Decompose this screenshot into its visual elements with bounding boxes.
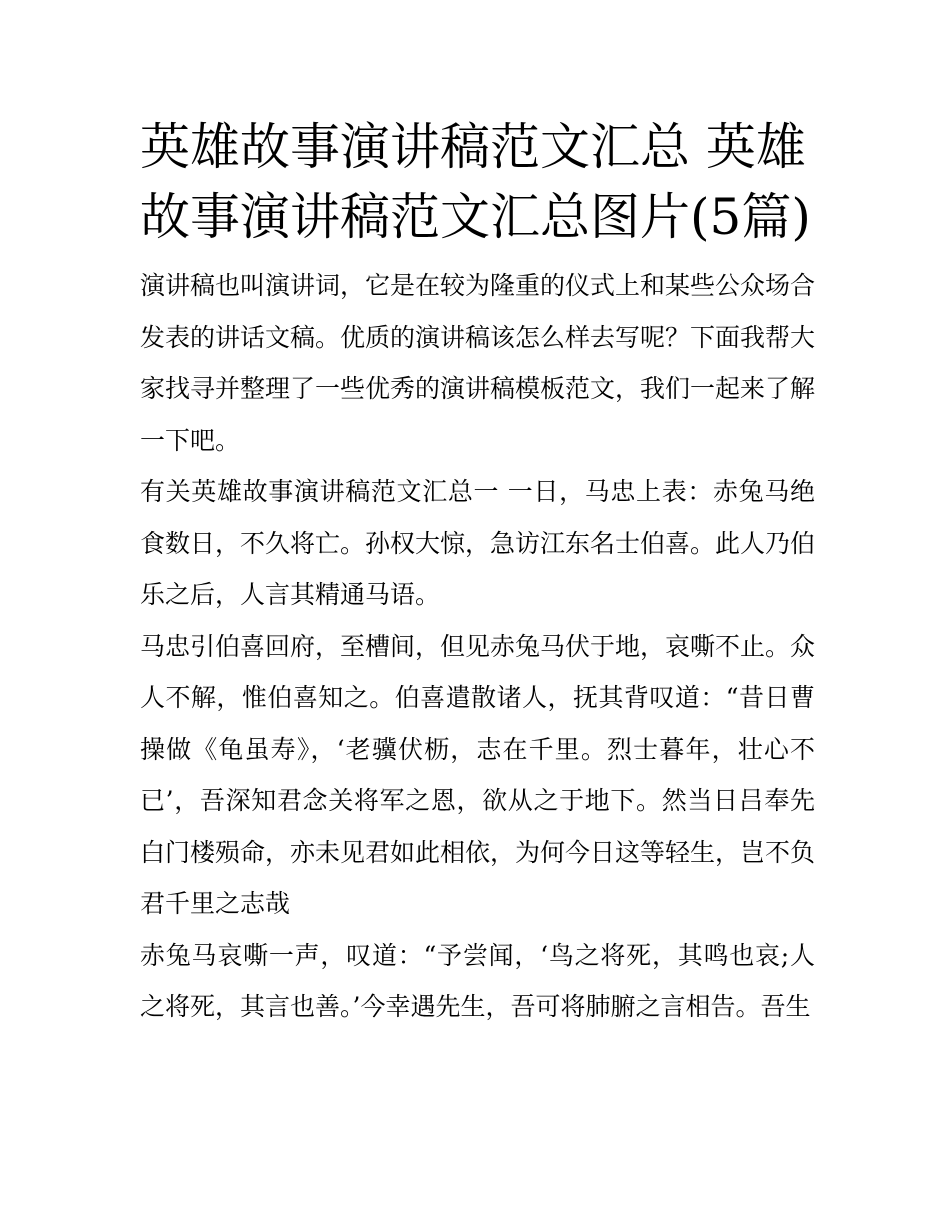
paragraph-story-one-opening: 有关英雄故事演讲稿范文汇总一 一日，马忠上表：赤兔马绝食数日，不久将亡。孙权大惊，急访江东名士伯喜。此人乃伯乐之后，人言其精通马语。 [140,477,816,609]
document-title: 英雄故事演讲稿范文汇总 英雄故事演讲稿范文汇总图片(5篇) [140,118,811,246]
document-content [140,112,815,1033]
paragraph-stable-scene: 马忠引伯喜回府，至槽间，但见赤兔马伏于地，哀嘶不止。众人不解，惟伯喜知之。伯喜遣散诸人，抚其背叹道：“昔日曹操做《龟虽寿》，‘老骥伏枥，志在千里。烈士暮年，壮心不已’，吾深知君念关将军之恩，欲从之于地下。然当日吕奉先白门楼殒命，亦未见君如此相依，为何今日这等轻生，岂不负君千里之志哉 [140,631,816,918]
paragraph-intro: 演讲稿也叫演讲词，它是在较为隆重的仪式上和某些公众场合发表的讲话文稿。优质的演讲稿该怎么样去写呢？下面我帮大家找寻并整理了一些优秀的演讲稿模板范文，我们一起来了解一下吧。 [140,271,816,455]
document-body [140,260,815,1033]
paragraph-red-hare-reply: 赤兔马哀嘶一声，叹道：“予尝闻，‘鸟之将死，其鸣也哀;人之将死，其言也善。’今幸遇先生，吾可将肺腑之言相告。吾生 [140,940,815,1021]
